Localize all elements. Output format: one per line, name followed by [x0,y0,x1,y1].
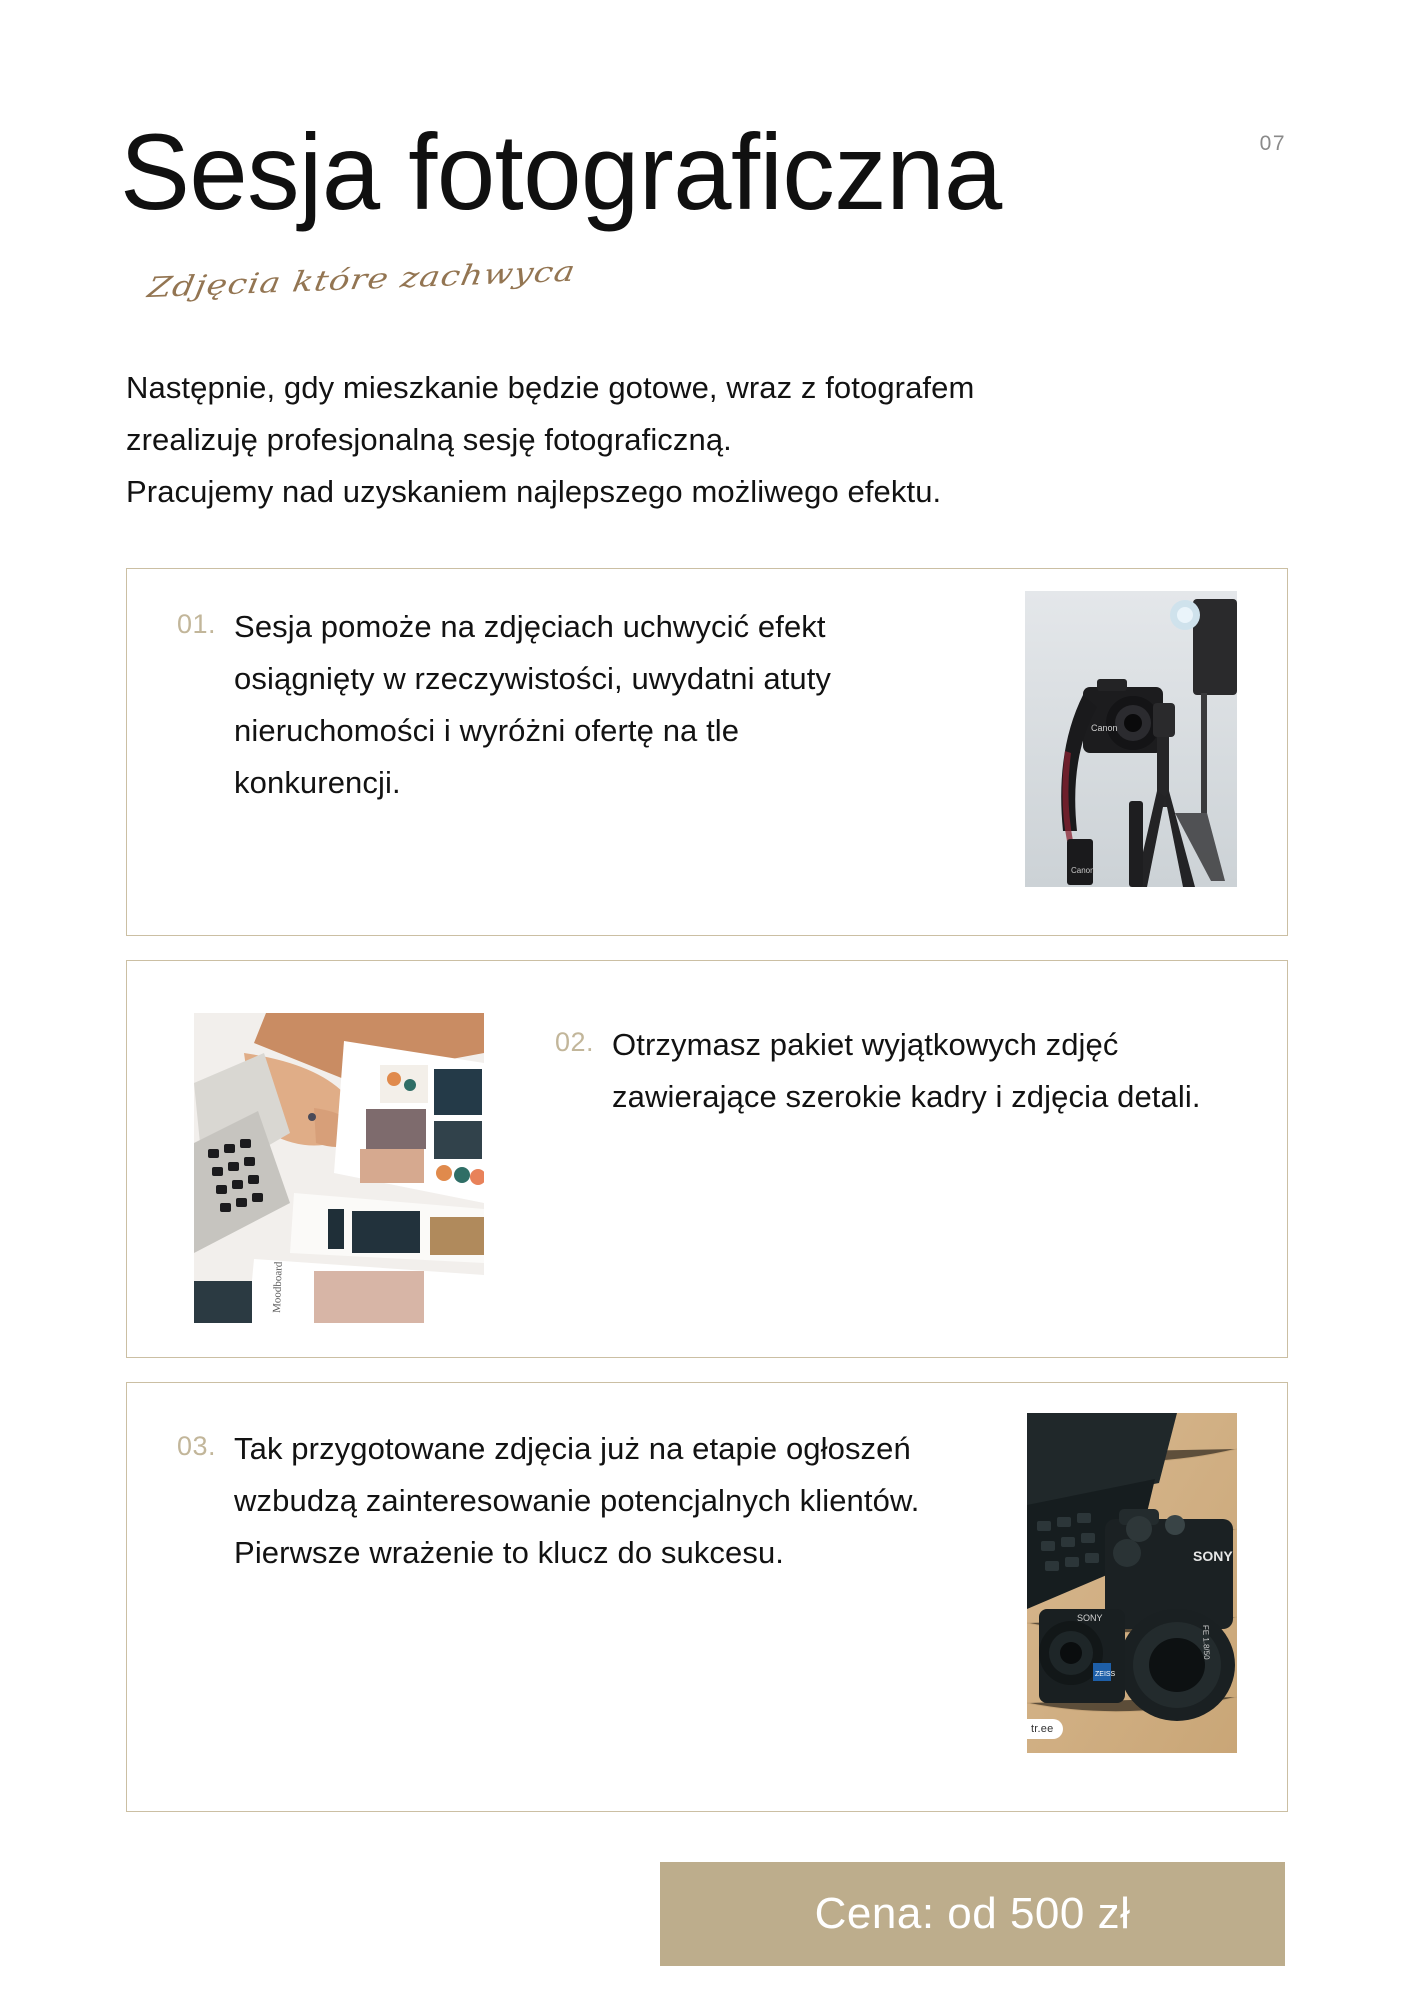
price-banner [660,1862,1285,1966]
intro-paragraph [126,362,1286,518]
photo-camera-on-tripod [1025,591,1237,887]
svg-text:SONY: SONY [1077,1613,1103,1623]
intro-line-2: zrealizuję profesjonalną sesję fotograficzną. [126,422,732,457]
intro-line-3: Pracujemy nad uzyskaniem najlepszego możliwego efektu. [126,474,942,509]
svg-text:ZEISS: ZEISS [1095,1671,1116,1678]
intro-line-1: Następnie, gdy mieszkanie będzie gotowe, wraz z fotografem [126,370,975,405]
feature-card-02-number: 02. [555,1027,595,1057]
feature-card-01-text: Sesja pomoże na zdjęciach uchwycić efekt osiągnięty w rzeczywistości, uwydatni atuty nieruchomości i wyróżni ofertę na tle konkurencji. [234,609,832,800]
photo-sony-camera-on-desk [1027,1413,1237,1753]
photo-moodboard-with-laptop [194,1013,484,1323]
svg-text:Canon: Canon [1091,723,1118,733]
feature-card-02-body [555,1019,1275,1123]
feature-card-03-number: 03. [177,1431,217,1461]
feature-card-03-body [177,1423,977,1579]
price-label: Cena: od 500 zł [814,1889,1131,1938]
svg-text:FE 1.8/50: FE 1.8/50 [1201,1624,1212,1660]
feature-card-03 [126,1382,1288,1812]
image-watermark: tr.ee [1027,1719,1063,1739]
feature-card-01-body [177,601,877,809]
svg-text:SONY: SONY [1193,1548,1233,1564]
feature-card-01-number: 01. [177,609,217,639]
feature-card-02-text: Otrzymasz pakiet wyjątkowych zdjęć zawierające szerokie kadry i zdjęcia detali. [612,1027,1201,1114]
svg-text:Moodboard: Moodboard [271,1261,285,1314]
feature-card-02 [126,960,1288,1358]
svg-text:Canon: Canon [1071,866,1095,875]
page-title: Sesja fotograficzna [120,111,1002,232]
feature-card-01 [126,568,1288,936]
page-number: 07 [1259,132,1286,155]
feature-card-03-text: Tak przygotowane zdjęcia już na etapie ogłoszeń wzbudzą zainteresowanie potencjalnych klientów. Pierwsze wrażenie to klucz do sukcesu. [234,1431,920,1570]
script-subtitle: Zdjęcia które zachwyca [145,255,579,305]
